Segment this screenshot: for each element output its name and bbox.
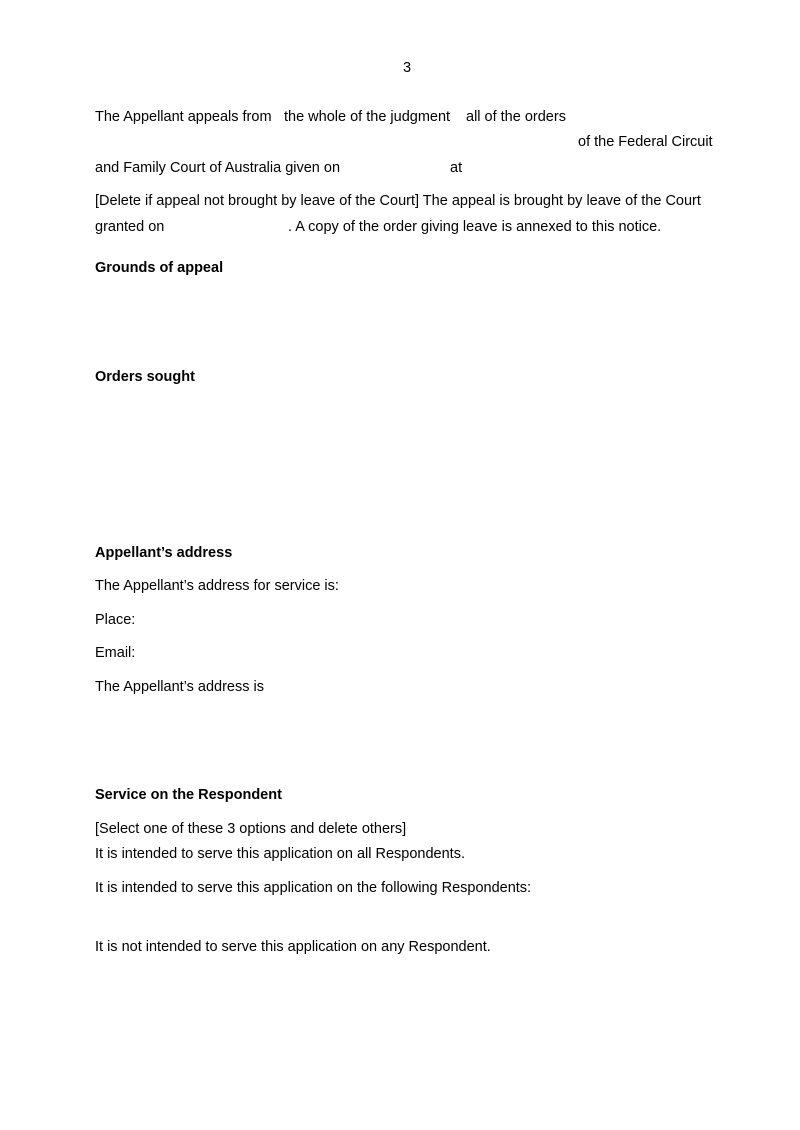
address-is-text: The Appellant’s address is [95,679,265,695]
service-all-text: It is intended to serve this application on all Respondents. [95,846,465,862]
orders-heading: Orders sought [95,369,195,385]
service-heading: Service on the Respondent [95,787,282,803]
leave-instruction-text: [Delete if appeal not brought by leave of the Court] The appeal is brought by leave of the Court [95,193,701,209]
email-label: Email: [95,645,136,661]
address-heading: Appellant’s address [95,545,233,561]
address-for-service-text: The Appellant’s address for service is: [95,578,339,594]
appeals-from-text: The Appellant appeals from [95,109,272,125]
grounds-heading: Grounds of appeal [95,260,224,276]
service-following-text: It is intended to serve this application on the following Respondents: [95,880,532,896]
service-none-text: It is not intended to serve this application on any Respondent. [95,939,491,955]
place-label: Place: [95,612,136,628]
option-all-orders: all of the orders [466,109,566,125]
option-whole-judgment: the whole of the judgment [284,109,451,125]
service-instruction-text: [Select one of these 3 options and delete others] [95,821,407,837]
at-text: at [450,160,463,176]
page-number: 3 [403,60,412,76]
copy-annexed-text: . A copy of the order giving leave is annexed to this notice. [288,219,662,235]
granted-on-text: granted on [95,219,165,235]
court-given-on-text: and Family Court of Australia given on [95,160,341,176]
of-federal-circuit-text: of the Federal Circuit [578,134,713,150]
